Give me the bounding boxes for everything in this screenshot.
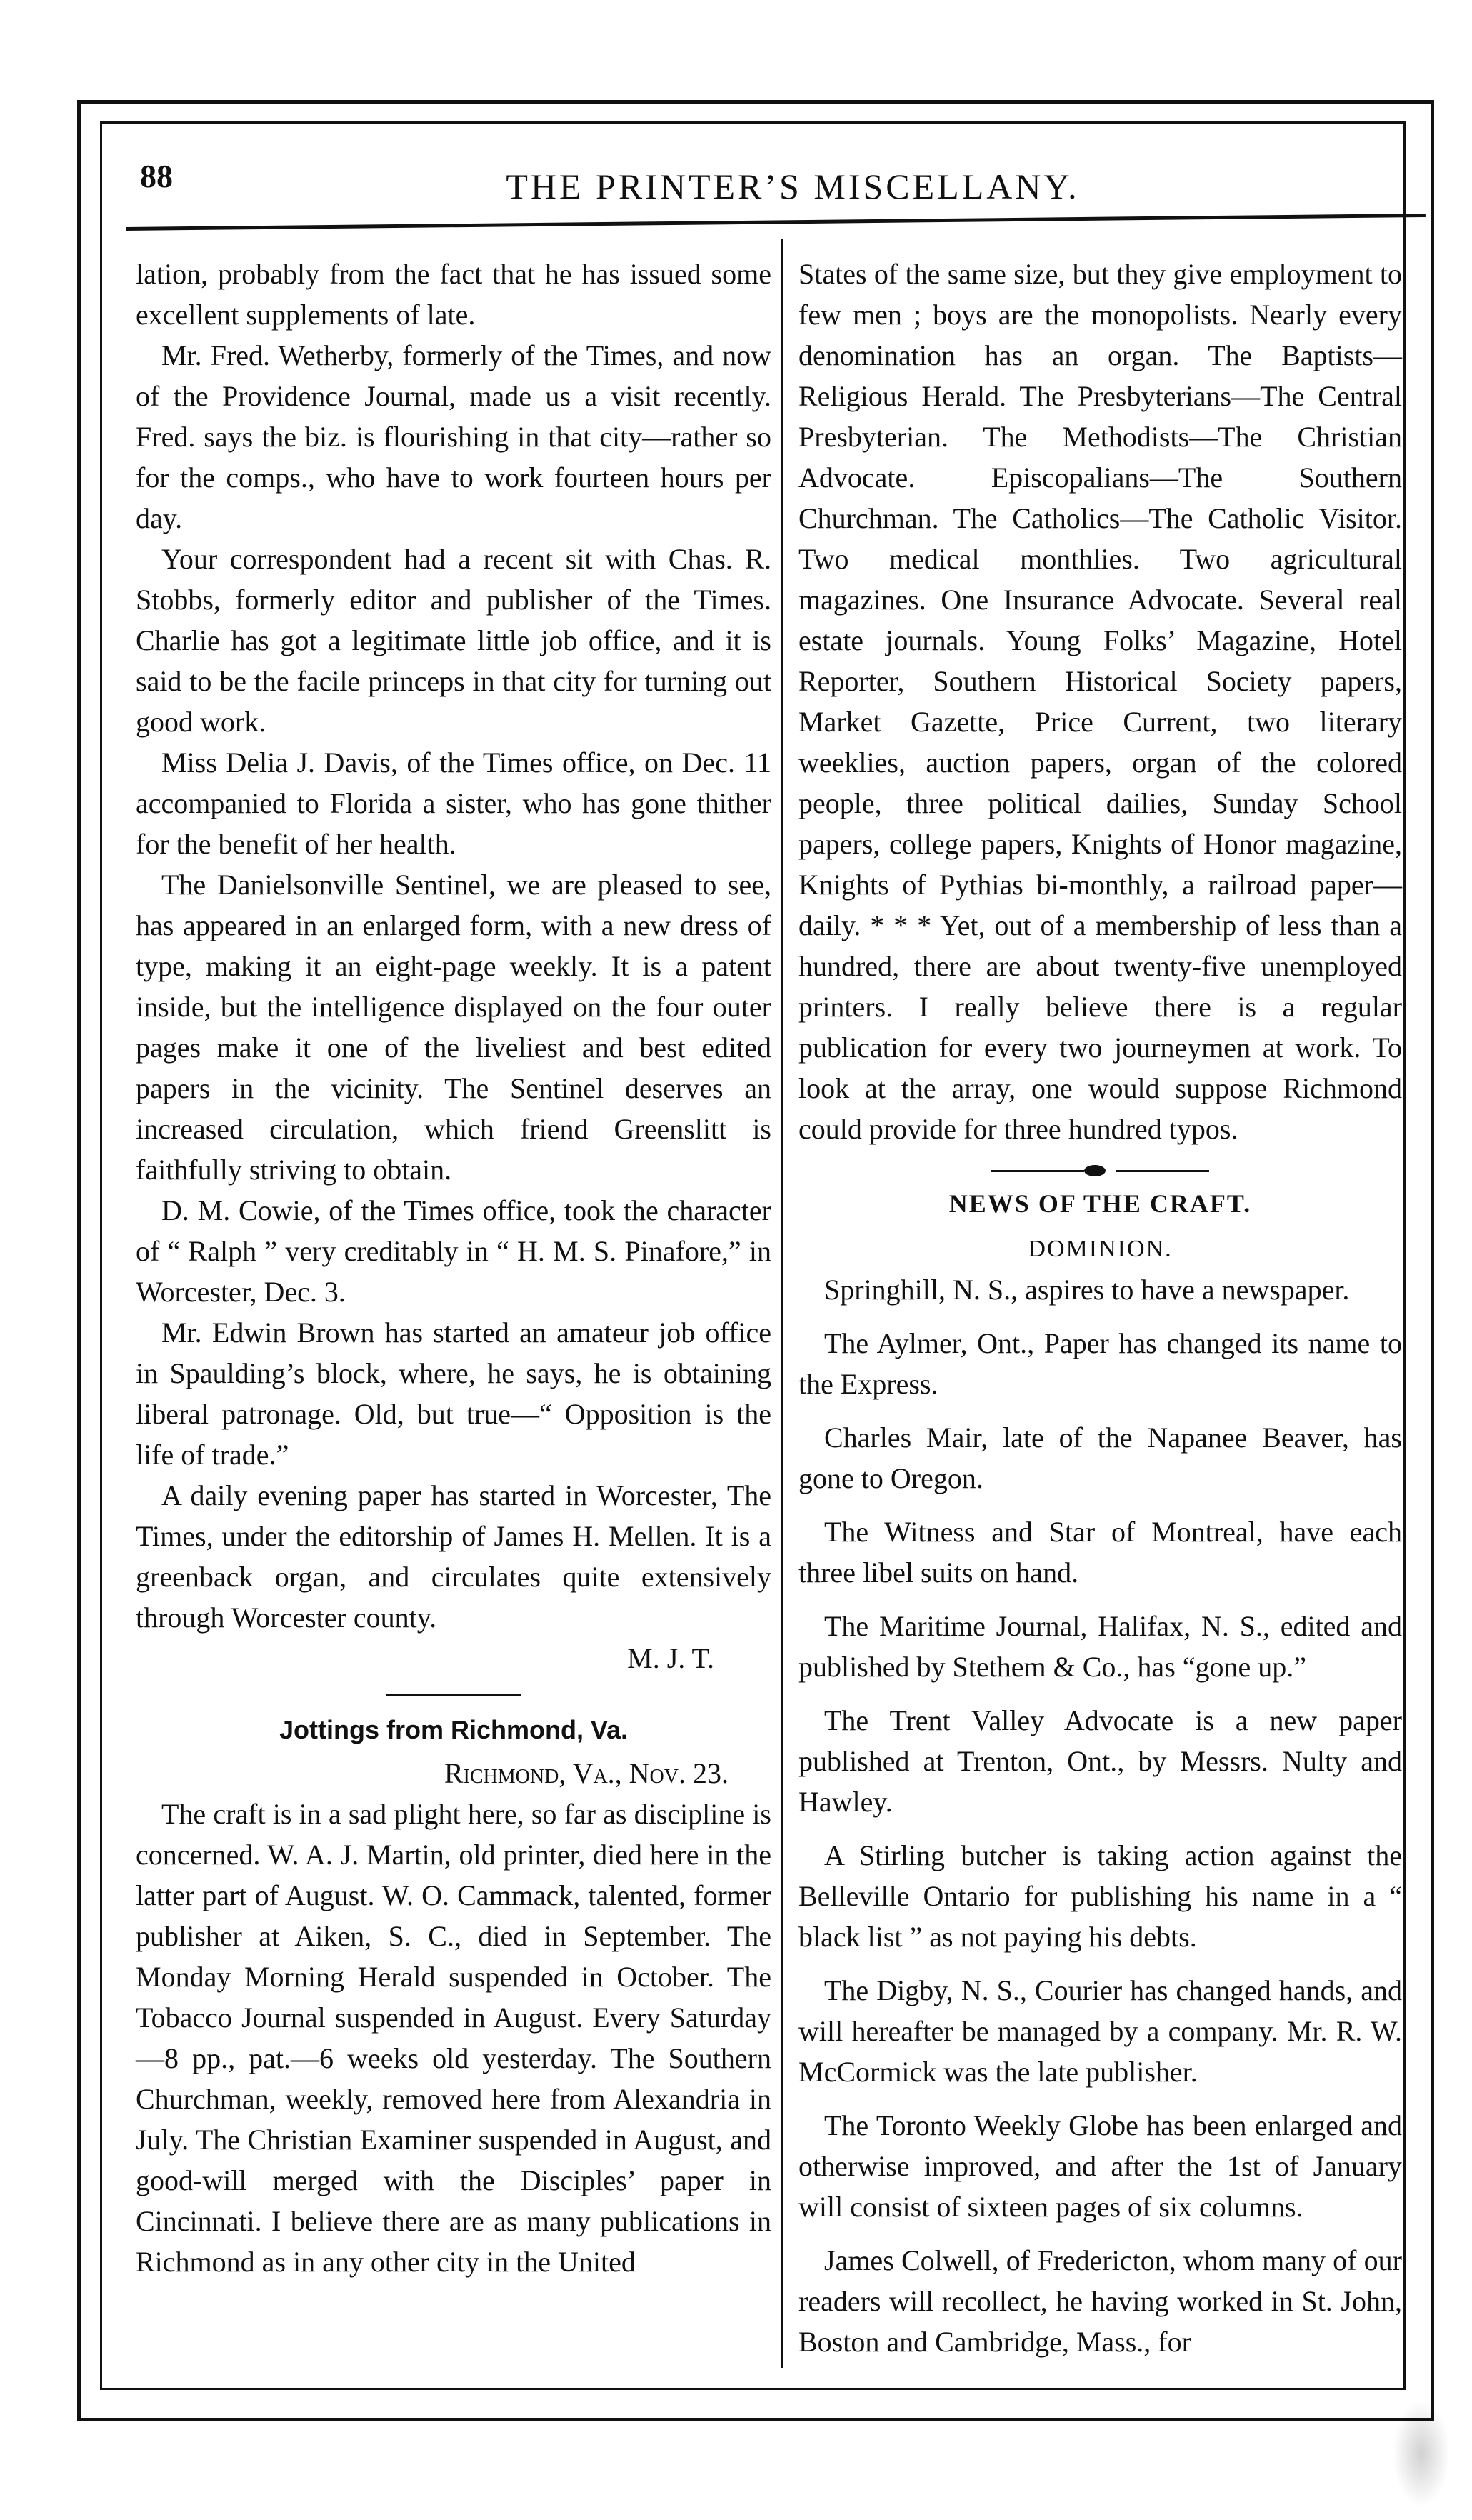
left-column	[136, 254, 771, 2282]
left-paragraph: lation, probably from the fact that he has issued some excellent supplements of late.	[136, 258, 771, 331]
news-item: The Trent Valley Advocate is a new paper published at Trenton, Ont., by Messrs. Nulty and Hawley.	[798, 1704, 1402, 1818]
ornament-line-right	[1116, 1170, 1209, 1172]
ornament-divider	[798, 1162, 1402, 1179]
section-rule	[386, 1694, 521, 1696]
news-item: The Witness and Star of Montreal, have each three libel suits on hand.	[798, 1516, 1402, 1589]
subheading-dominion: DOMINION.	[1028, 1236, 1173, 1262]
news-item: The Digby, N. S., Courier has changed hands, and will hereafter be managed by a company. Mr. R. W. McCormick was the late publisher.	[798, 1974, 1402, 2088]
left-paragraph: Miss Delia J. Davis, of the Times office, on Dec. 11 accompanied to Florida a sister, who has gone thither for the benefit of her health.	[136, 746, 771, 860]
news-item: James Colwell, of Fredericton, whom many of our readers will recollect, he having worked in St. John, Boston and Cambridge, Mass., for	[798, 2244, 1402, 2358]
left-paragraph: Mr. Fred. Wetherby, formerly of the Times, and now of the Providence Journal, made us a visit recently. Fred. says the biz. is flourishing in that city—rather so for the comps., who have to work fourteen hours per day.	[136, 339, 771, 534]
page-number: 88	[140, 158, 173, 194]
left-paragraph: Your correspondent had a recent sit with Chas. R. Stobbs, formerly editor and publisher of the Times. Charlie has got a legitimate little job office, and it is said to be the facile princeps in that city for turning out good work.	[136, 543, 771, 738]
news-item: The Maritime Journal, Halifax, N. S., edited and published by Stethem & Co., has “gone up.”	[798, 1610, 1402, 1683]
right-column	[798, 254, 1402, 2362]
section-heading-richmond: Jottings from Richmond, Va.	[279, 1715, 629, 1744]
left-paragraph: The Danielsonville Sentinel, we are pleased to see, has appeared in an enlarged form, with a new dress of type, making it an eight-page weekly. It is a patent inside, but the intelligence displayed on the four outer pages make it one of the liveliest and best edited papers in the vicinity. The Sentinel deserves an increased circulation, which friend Greenslitt is faithfully striving to obtain.	[136, 869, 771, 1186]
left-paragraph: A daily evening paper has started in Worcester, The Times, under the editorship of James H. Mellen. It is a greenback organ, and circulates quite extensively through Worcester county.	[136, 1479, 771, 1634]
news-item: The Toronto Weekly Globe has been enlarged and otherwise improved, and after the 1st of January will consist of sixteen pages of six columns.	[798, 2109, 1402, 2223]
column-divider	[781, 239, 783, 2368]
news-item: Springhill, N. S., aspires to have a newspaper.	[824, 1274, 1350, 1306]
richmond-paragraph: The craft is in a sad plight here, so far as discipline is concerned. W. A. J. Martin, old printer, died here in the latter part of August. W. O. Cammack, talented, former publisher at Aiken, S. C., died in September. The Monday Morning Herald suspended in October. The Tobacco Journal suspended in August. Every Saturday—8 pp., pat.—6 weeks old yesterday. The Southern Churchman, weekly, removed here from Alexandria in July. The Christian Examiner suspended in August, and good-will merged with the Disciples’ paper in Cincinnati. I believe there are as many publications in Richmond as in any other city in the United	[136, 1798, 771, 2278]
running-head-title: THE PRINTER’S MISCELLANY.	[506, 166, 1080, 206]
ornament-center	[1084, 1165, 1106, 1176]
news-item: A Stirling butcher is taking action against the Belleville Ontario for publishing his name in a “ black list ” as not paying his debts.	[798, 1839, 1402, 1953]
left-paragraph: D. M. Cowie, of the Times office, took the character of “ Ralph ” very creditably in “ H. M. S. Pinafore,” in Worcester, Dec. 3.	[136, 1194, 771, 1308]
paper-smudge	[1393, 2400, 1450, 2507]
ornament-line-left	[991, 1170, 1084, 1172]
section-heading-news: NEWS OF THE CRAFT.	[948, 1189, 1252, 1218]
news-item: Charles Mair, late of the Napanee Beaver, has gone to Oregon.	[798, 1421, 1402, 1494]
continuation-paragraph: States of the same size, but they give employment to few men ; boys are the monopolists. Nearly every denomination has an organ. The Baptists—Religious Herald. The Presbyterians—The Central Presbyterian. The Methodists—The Christian Advocate. Episcopalians—The Southern Churchman. The Catholics—The Catholic Visitor. Two medical monthlies. Two agricultural magazines. One Insurance Advocate. Several real estate journals. Young Folks’ Magazine, Hotel Reporter, Southern Historical Society papers, Market Gazette, Price Current, two literary weeklies, auction papers, organ of the colored people, three political dailies, Sunday School papers, college papers, Knights of Honor magazine, Knights of Pythias bi-monthly, a railroad paper—daily. * * * Yet, out of a membership of less than a hundred, there are about twenty-five unemployed printers. I really believe there is a regular publication for every two journeymen at work. To look at the array, one would suppose Richmond could provide for three hundred typos.	[798, 258, 1402, 1145]
signature: M. J. T.	[627, 1642, 714, 1674]
news-item: The Aylmer, Ont., Paper has changed its name to the Express.	[798, 1327, 1402, 1400]
dateline: Richmond, Va., Nov. 23.	[444, 1757, 729, 1789]
left-paragraph: Mr. Edwin Brown has started an amateur job office in Spaulding’s block, where, he says, he is obtaining liberal patronage. Old, but true—“ Opposition is the life of trade.”	[136, 1316, 771, 1471]
